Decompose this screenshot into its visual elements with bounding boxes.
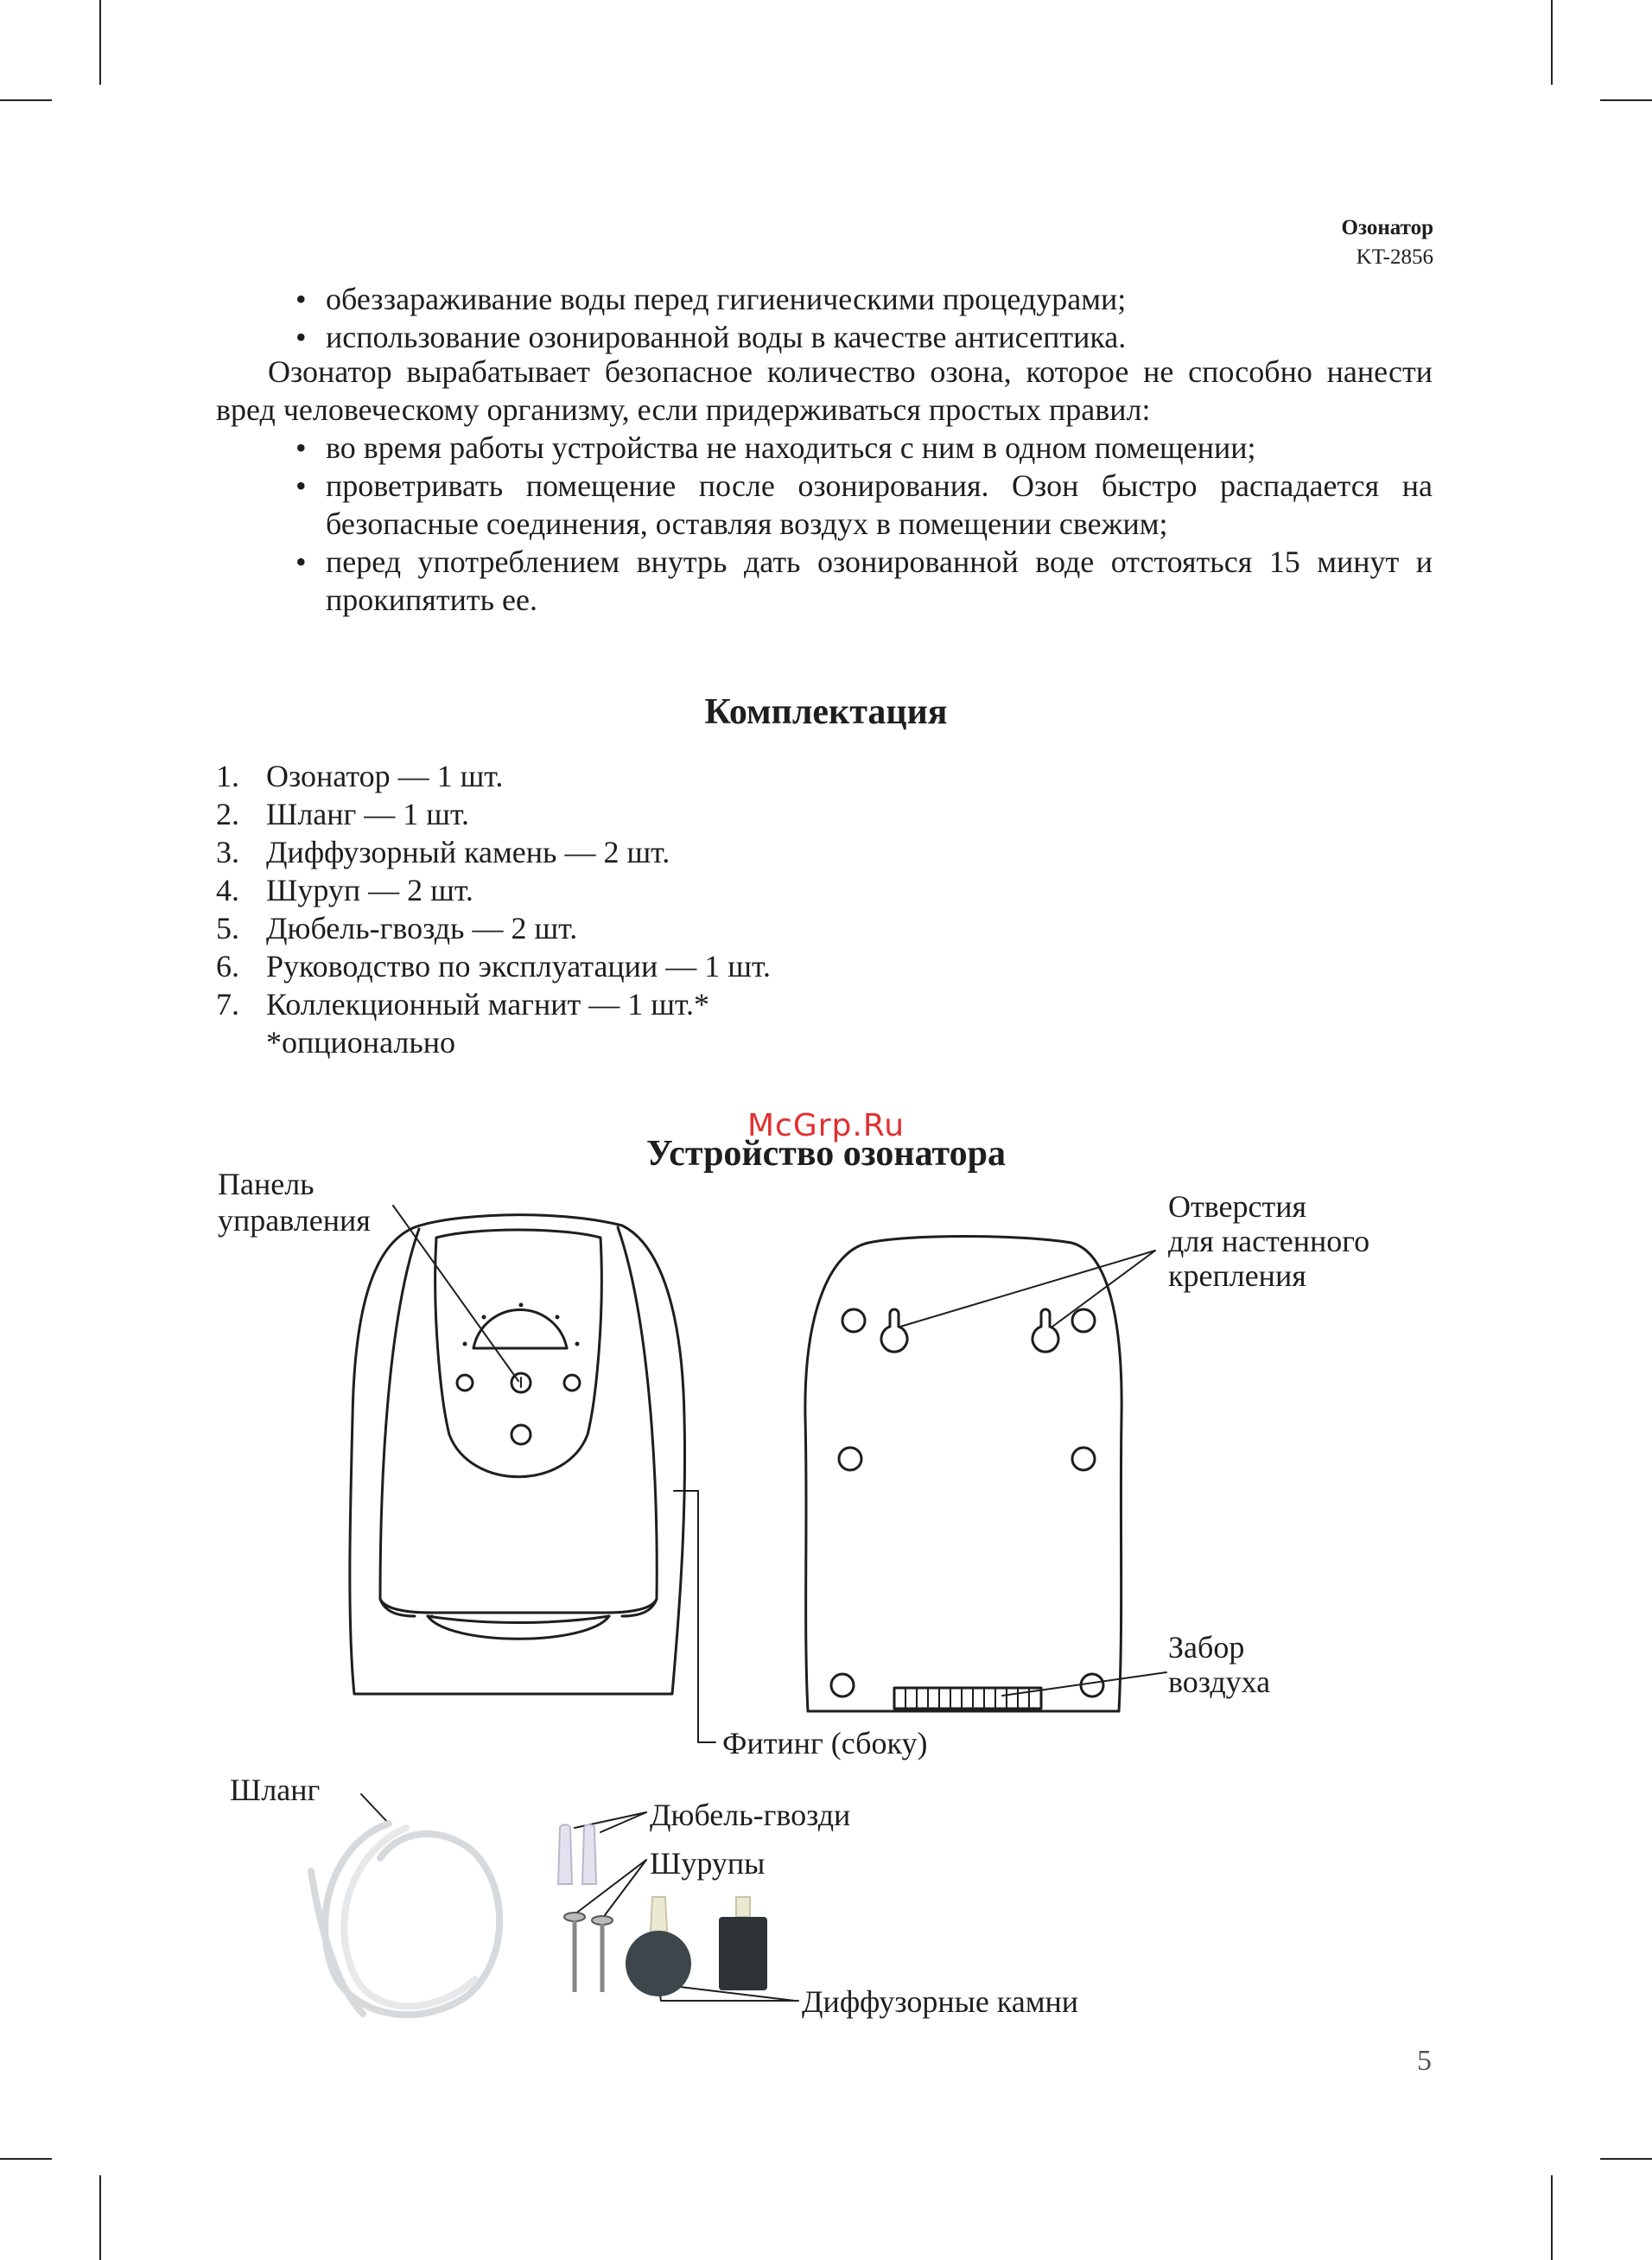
label-diffuser-stones: Диффузорные камни [802,1984,1079,2019]
label-fitting: Фитинг (сбоку) [722,1726,928,1760]
kit-item-text: Диффузорный камень — 2 шт. [266,835,670,869]
kit-item-text: Шуруп — 2 шт. [266,873,473,907]
label-mount-holes-line3: крепления [1168,1258,1306,1293]
bullet-item: • использование озонированной воды в качестве антисептика. [294,318,1433,356]
kit-item-number: 2. [216,797,239,831]
label-mount-holes-line1: Отверстия [1168,1189,1307,1224]
watermark[interactable]: McGrp.Ru [747,1108,905,1143]
kit-item-text: Дюбель-гвоздь — 2 шт. [266,911,578,945]
kit-item-number: 4. [216,873,239,907]
kit-item-number: 1. [216,759,239,793]
label-control-panel-line2: управления [218,1203,371,1238]
section-title-device: Устройство озонатора [646,1134,1006,1174]
kit-item-text: Озонатор — 1 шт. [266,759,504,793]
hose-illustration [311,1824,499,2015]
label-air-intake-line1: Забор [1168,1630,1245,1665]
page-number: 5 [1417,2045,1432,2077]
kit-item-number: 5. [216,911,239,945]
label-screws: Шурупы [650,1846,766,1881]
header-title: Озонатор [1341,216,1433,239]
label-dowels: Дюбель-гвозди [650,1798,851,1832]
kit-item-number: 3. [216,835,239,869]
bullet-item: • обеззараживание воды перед гигиеническими процедурами; [294,280,1433,318]
paragraph: Озонатор вырабатывает безопасное количество озона, которое не способно нанести вред человеческому организму, если придерживаться простых правил: [216,354,1433,427]
kit-item-text: Руководство по эксплуатации — 1 шт. [266,949,771,984]
header-model: KT-2856 [1356,245,1433,269]
kit-item-number: 6. [216,949,239,984]
bullet-item: • проветривать помещение после озонирования. Озон быстро распадается на безопасные соединения, оставляя воздух в помещении свежим; [294,467,1433,543]
kit-item-text: Шланг — 1 шт. [266,797,470,831]
section-title-kit: Комплектация [704,692,948,732]
kit-footnote: *опционально [266,1025,456,1060]
ozonator-front-view [350,1215,685,1694]
label-hose: Шланг [230,1773,321,1807]
kit-item-text: Коллекционный магнит — 1 шт.* [266,987,709,1022]
dowel-illustration [558,1824,596,1884]
label-control-panel-line1: Панель [218,1167,315,1201]
bullet-item: • перед употреблением внутрь дать озонированной воде отстояться 15 минут и прокипятить ее. [294,543,1433,619]
label-air-intake-line2: воздуха [1168,1665,1271,1699]
screw-illustration [564,1913,613,1992]
bullet-item: • во время работы устройства не находиться с ним в одном помещении; [294,429,1433,467]
kit-item-number: 7. [216,987,239,1022]
label-mount-holes-line2: для настенного [1168,1224,1370,1258]
diffuser-stone-illustration [626,1897,767,1996]
